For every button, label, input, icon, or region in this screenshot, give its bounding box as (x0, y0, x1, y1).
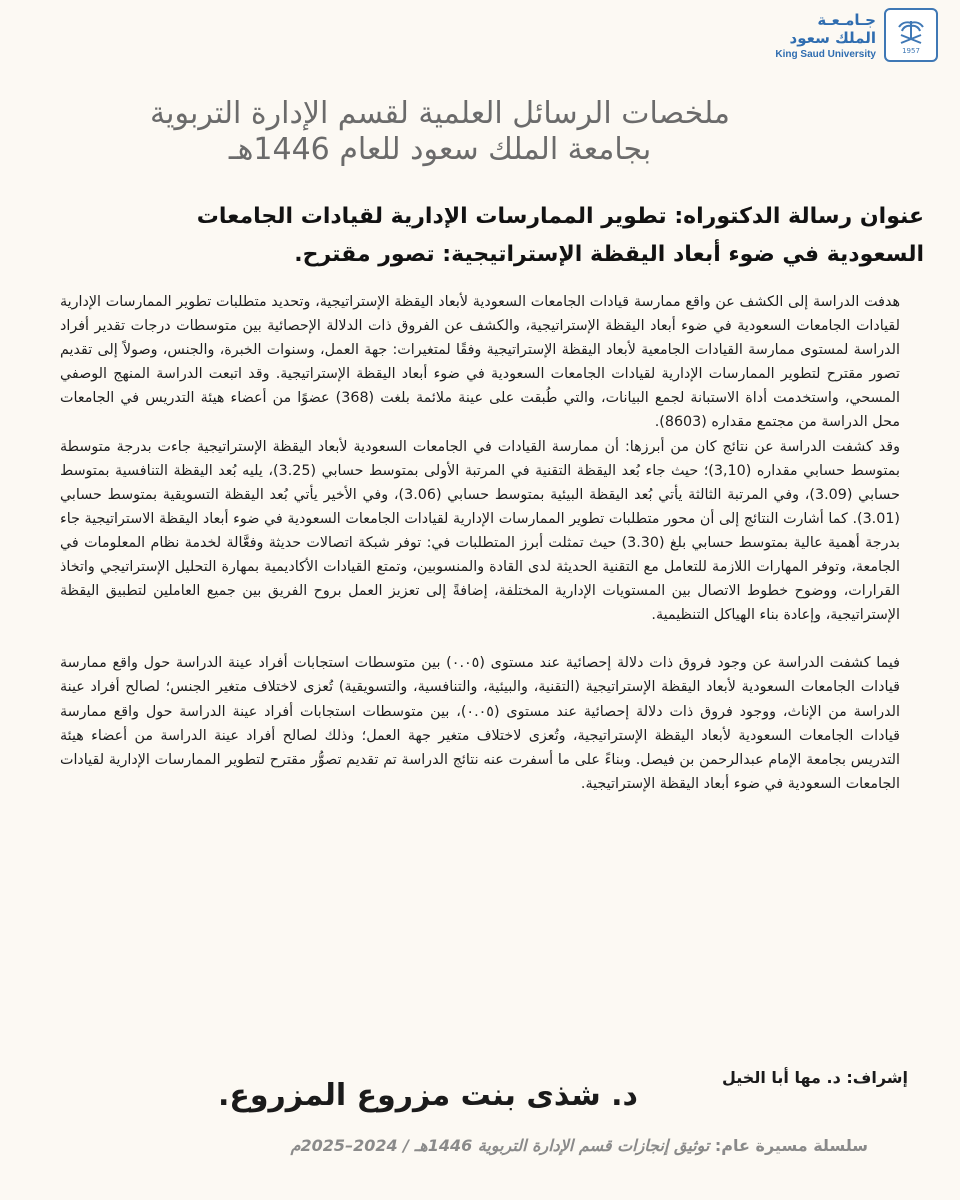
supervisor-name: إشراف: د. مها أبا الخيل (721, 1068, 908, 1087)
seal-year: 1957 (902, 47, 920, 55)
page-title (60, 96, 820, 168)
author-name: د. شذى بنت مزروع المزروع. (218, 1078, 638, 1113)
logo-arabic-line2: الملك سعود (789, 28, 876, 47)
university-seal-icon (884, 8, 938, 62)
abstract-paragraph-3: فيما كشفت الدراسة عن وجود فروق ذات دلالة إحصائية عند مستوى (٠.٠٥) بين متوسطات استجابات أفراد عينة الدراسة حول واقع ممارسة قيادات الجامعات السعودية لأبعاد اليقظة الإستراتيجية (التقنية، والبيئية، والتنافسية، والتسويقية) تُعزى لاختلاف متغير الجنس؛ لصالح أفراد عينة الدراسة من الإناث، ووجود فروق ذات دلالة إحصائية عند مستوى (٠.٠٥)، بين متوسطات استجابات أفراد عينة الدراسة حول واقع ممارسة قيادات الجامعات السعودية لأبعاد اليقظة الإستراتيجية، وتُعزى لاختلاف متغير جهة العمل؛ وذلك لصالح أفراد عينة الدراسة من أعضاء هيئة التدريس بجامعة الإمام عبدالرحمن بن فيصل. وبناءً على ما أسفرت عنه نتائج الدراسة تم تقديم تصوُّر مقترح لتطوير الممارسات الإدارية لقيادات الجامعات السعودية في ضوء أبعاد اليقظة الإستراتيجية. (60, 655, 901, 792)
footer-series (291, 1136, 868, 1155)
logo-english-name: King Saud University (775, 48, 876, 60)
thesis-title-line2: السعودية في ضوء أبعاد اليقظة الإستراتيجية: تصور مقترح. (294, 242, 924, 267)
footer-value: توثيق إنجازات قسم الإدارة التربوية 1446هـ / 2024–2025م (290, 1136, 710, 1155)
abstract-body (60, 290, 900, 796)
palm-swords-icon (889, 13, 933, 57)
abstract-paragraph-2: وقد كشفت الدراسة عن نتائج كان من أبرزها: أن ممارسة القيادات في الجامعات السعودية لأبعاد اليقظة الإستراتيجية جاءت بدرجة متوسطة بمتوسط حسابي مقداره (3,10)؛ حيث جاء بُعد اليقظة التقنية في المرتبة الأولى بمتوسط حسابي (3.25)، يليه بُعد اليقظة التنافسية بمتوسط حسابي (3.09)، وفي المرتبة الثالثة يأتي بُعد اليقظة البيئية بمتوسط حسابي (3.06)، وفي الأخير يأتي بُعد اليقظة التسويقية بمتوسط حسابي (3.01). كما أشارت النتائج إلى أن محور متطلبات تطوير الممارسات الإدارية لقيادات الجامعات السعودية في ضوء أبعاد اليقظة الاستراتيجية جاء بدرجة أهمية عالية بمتوسط حسابي بلغ (3.30) حيث تمثلت أبرز المتطلبات في: توفر شبكة اتصالات حديثة وفعَّالة لخدمة نظام المعلومات في الجامعة، وتوفر المهارات اللازمة للتعامل مع التقنية الحديثة لدى القادة والمنسوبين، وتمتع القيادات الأكاديمية بمهارة التحليل الإستراتيجي واتخاذ القرارات، ووضوح خطوط الاتصال بين المستويات الإدارية المختلفة، إضافةً إلى تعزيز العمل بروح الفريق بين جميع العاملين لتطبيق اليقظة الإستراتيجية، وإعادة بناء الهياكل التنظيمية. (60, 438, 901, 624)
logo-arabic-line1: جـامـعـة (817, 10, 876, 29)
abstract-paragraph-1: هدفت الدراسة إلى الكشف عن واقع ممارسة قيادات الجامعات السعودية لأبعاد اليقظة الإستراتيجية، وتحديد متطلبات تطوير الممارسات الإدارية لقيادات الجامعات السعودية في ضوء أبعاد اليقظة الإستراتيجية، والكشف عن الفروق ذات الدلالة الإحصائية بين متوسطات درجات تقدير أفراد الدراسة لمستوى ممارسة القيادات الجامعية لأبعاد اليقظة الإستراتيجية وفقًا لمتغيرات: جهة العمل، وسنوات الخبرة، والجنس، وصولاً إلى تقديم تصور مقترح لتطوير الممارسات الإدارية لقيادات الجامعات السعودية في ضوء أبعاد اليقظة الإستراتيجية. وقد اتبعت الدراسة المنهج الوصفي المسحي، واستخدمت أداة الاستبانة لجمع البيانات، والتي طُبقت على عينة ملائمة بلغت (368) عضوًا من أعضاء هيئة التدريس في الجامعات محل الدراسة من مجتمع مقداره (8603). (60, 294, 900, 431)
thesis-title (30, 198, 924, 274)
thesis-title-line1: عنوان رسالة الدكتوراه: تطوير الممارسات الإدارية لقيادات الجامعات (196, 204, 924, 229)
footer-label: سلسلة مسيرة عام: (714, 1136, 868, 1155)
university-logo (775, 8, 938, 62)
page-title-line1: ملخصات الرسائل العلمية لقسم الإدارة التربوية (150, 96, 730, 131)
page-title-line2: بجامعة الملك سعود للعام 1446هـ (228, 132, 652, 167)
